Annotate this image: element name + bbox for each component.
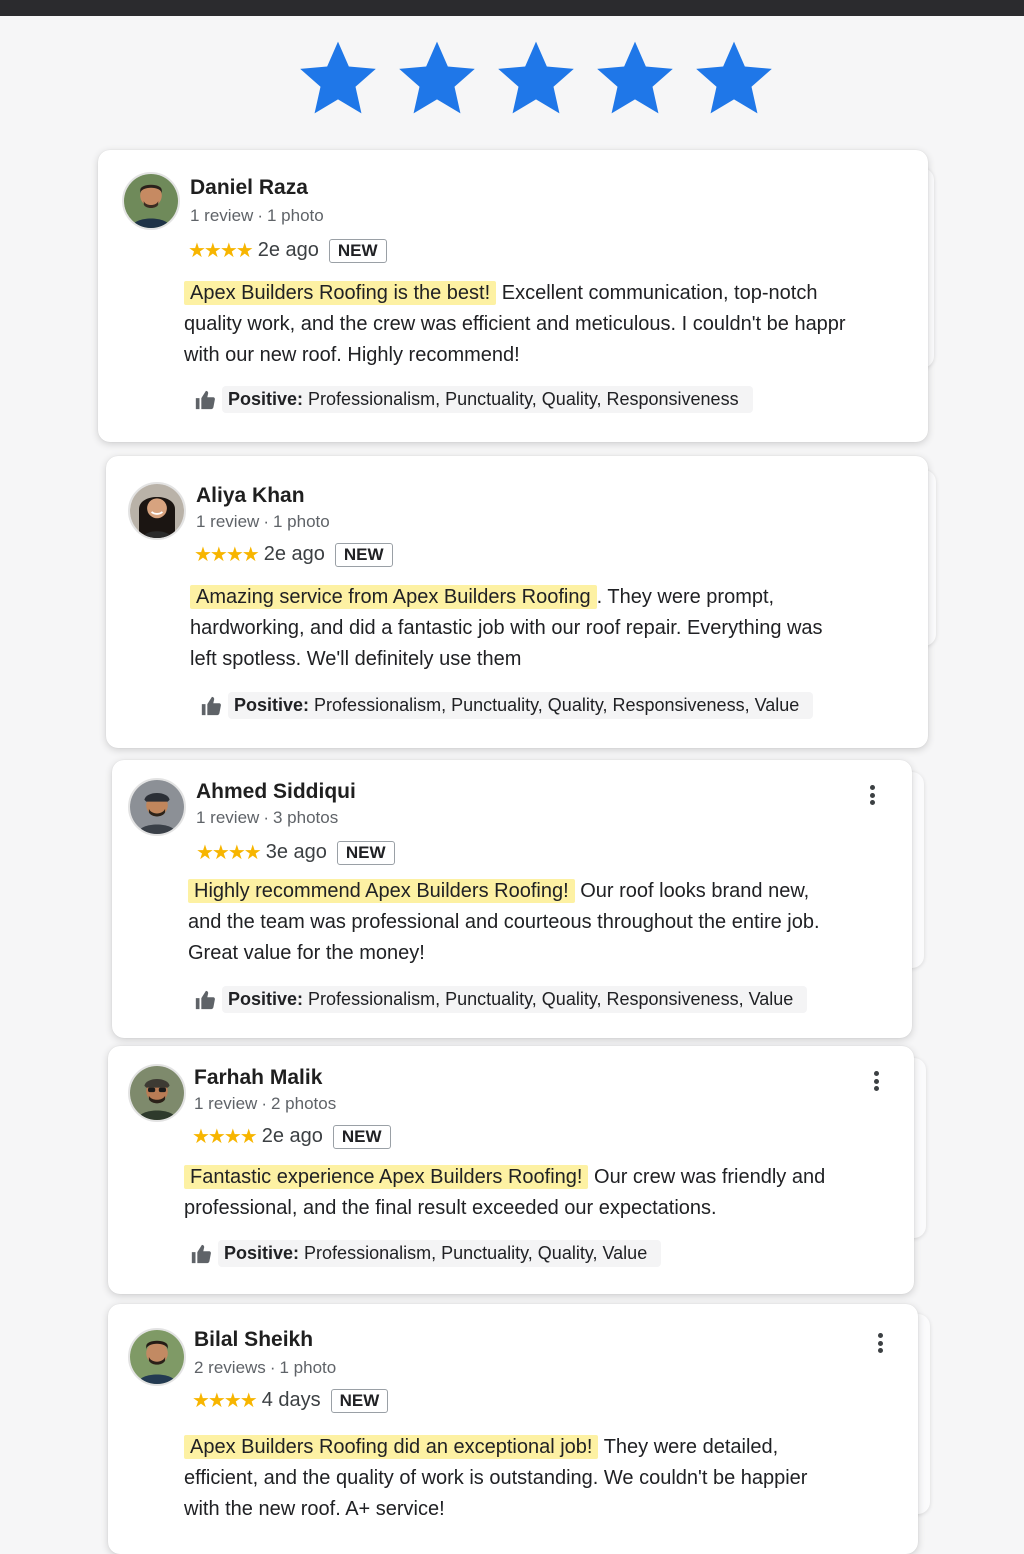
star-icon [296, 36, 380, 120]
review-count: 1 review [194, 1094, 258, 1113]
review-text-line: with the new roof. A+ service! [184, 1498, 445, 1520]
star-icon [692, 36, 776, 120]
rating-row [188, 238, 387, 263]
review-count: 1 review [196, 808, 260, 827]
star-rating-icons: ★★★★ [194, 544, 258, 566]
positive-tags: Professionalism, Punctuality, Quality, Responsiveness [308, 389, 739, 409]
reviewer-meta [196, 512, 330, 532]
new-badge: NEW [329, 239, 387, 263]
star-rating-icons: ★★★★ [192, 1390, 256, 1412]
photo-count: 1 photo [266, 206, 324, 225]
reviewer-meta [190, 206, 324, 226]
top-bar [0, 0, 1024, 16]
review-time: 2e ago [261, 1125, 323, 1147]
avatar[interactable] [128, 1064, 186, 1122]
reviewer-meta [196, 808, 338, 828]
review-text-line: . They were prompt, [596, 586, 775, 608]
positive-tags-chip [222, 386, 753, 413]
review-highlight: Apex Builders Roofing did an exceptional job! [184, 1435, 598, 1459]
meta-separator: · [261, 1094, 267, 1113]
star-icon [494, 36, 578, 120]
review-text-line: Our roof looks brand new, [580, 880, 810, 902]
positive-attributes [194, 386, 753, 413]
review-text [190, 582, 890, 675]
meta-separator: · [263, 808, 269, 827]
rating-row [192, 1124, 391, 1149]
review-text-line: quality work, and the crew was efficient and meticulous. I couldn't be happr [184, 313, 846, 335]
positive-label: Positive: [228, 989, 304, 1009]
more-options-icon[interactable] [870, 1330, 890, 1356]
reviewer-name[interactable]: Farhah Malik [194, 1066, 323, 1089]
review-text-line: efficient, and the quality of work is outstanding. We couldn't be happier [184, 1467, 808, 1489]
thumbs-up-icon[interactable] [194, 989, 216, 1011]
review-text-line: Our crew was friendly and [594, 1166, 826, 1188]
review-time: 2e ago [263, 543, 325, 565]
review-highlight: Apex Builders Roofing is the best! [184, 281, 496, 305]
review-highlight: Amazing service from Apex Builders Roofing [190, 585, 597, 609]
positive-tags: Professionalism, Punctuality, Quality, Responsiveness, Value [308, 989, 794, 1009]
positive-label: Positive: [228, 389, 304, 409]
avatar[interactable] [128, 1328, 186, 1386]
review-count: 1 review [196, 512, 260, 531]
review-text-line: hardworking, and did a fantastic job with our roof repair. Everything was [190, 617, 823, 639]
new-badge: NEW [331, 1389, 389, 1413]
reviewer-name[interactable]: Bilal Sheikh [194, 1328, 314, 1351]
positive-attributes [200, 692, 813, 719]
review-card[interactable] [112, 760, 912, 1038]
positive-tags-chip [218, 1240, 661, 1267]
positive-tags-chip [222, 986, 807, 1013]
review-text-line: left spotless. We'll definitely use them [190, 648, 522, 670]
avatar[interactable] [128, 778, 186, 836]
reviewer-name[interactable]: Aliya Khan [196, 484, 305, 507]
reviewer-meta [194, 1094, 336, 1114]
review-time: 2e ago [257, 239, 319, 261]
positive-label: Positive: [234, 695, 310, 715]
thumbs-up-icon[interactable] [200, 695, 222, 717]
reviewer-name[interactable]: Daniel Raza [190, 176, 308, 199]
review-time: 3e ago [265, 841, 327, 863]
reviewer-name[interactable]: Ahmed Siddiqui [196, 780, 356, 803]
meta-separator: · [263, 512, 269, 531]
photo-count: 3 photos [272, 808, 339, 827]
review-text-line: and the team was professional and courteous throughout the entire job. [188, 911, 820, 933]
review-highlight: Highly recommend Apex Builders Roofing! [188, 879, 575, 903]
review-text [184, 1162, 904, 1224]
positive-tags: Professionalism, Punctuality, Quality, Responsiveness, Value [314, 695, 800, 715]
new-badge: NEW [337, 841, 395, 865]
avatar[interactable] [122, 172, 180, 230]
photo-count: 1 photo [272, 512, 330, 531]
meta-separator: · [257, 206, 263, 225]
review-card[interactable] [108, 1304, 918, 1554]
review-text-line: professional, and the final result exceeded our expectations. [184, 1197, 717, 1219]
positive-attributes [190, 1240, 661, 1267]
star-rating-icons: ★★★★ [192, 1126, 256, 1148]
positive-tags-chip [228, 692, 813, 719]
review-text [184, 278, 884, 371]
review-card[interactable] [98, 150, 928, 442]
star-icon [593, 36, 677, 120]
positive-label: Positive: [224, 1243, 300, 1263]
review-card[interactable] [108, 1046, 914, 1294]
positive-tags: Professionalism, Punctuality, Quality, Value [304, 1243, 648, 1263]
more-options-icon[interactable] [866, 1068, 886, 1094]
star-rating-icons: ★★★★ [196, 842, 260, 864]
more-options-icon[interactable] [862, 782, 882, 808]
rating-row [196, 840, 395, 865]
star-rating-icons: ★★★★ [188, 240, 252, 262]
review-text-line: with our new roof. Highly recommend! [184, 344, 520, 366]
reviewer-meta [194, 1358, 336, 1378]
review-count: 2 reviews [194, 1358, 266, 1377]
review-text [188, 876, 888, 969]
review-count: 1 review [190, 206, 254, 225]
five-star-rating [296, 36, 776, 120]
review-highlight: Fantastic experience Apex Builders Roofing! [184, 1165, 588, 1189]
review-text-line: Excellent communication, top-notch [501, 282, 818, 304]
star-icon [395, 36, 479, 120]
rating-row [192, 1388, 388, 1413]
review-card[interactable] [106, 456, 928, 748]
meta-separator: · [269, 1358, 276, 1377]
thumbs-up-icon[interactable] [190, 1243, 212, 1265]
new-badge: NEW [335, 543, 393, 567]
photo-count: 2 photos [270, 1094, 337, 1113]
photo-count: 1 photo [279, 1358, 337, 1377]
review-text-line: Great value for the money! [188, 942, 425, 964]
review-text-line: They were detailed, [603, 1436, 779, 1458]
positive-attributes [194, 986, 807, 1013]
rating-row [194, 542, 393, 567]
review-text [184, 1432, 904, 1525]
thumbs-up-icon[interactable] [194, 389, 216, 411]
new-badge: NEW [333, 1125, 391, 1149]
avatar[interactable] [128, 482, 186, 540]
review-time: 4 days [261, 1389, 321, 1411]
